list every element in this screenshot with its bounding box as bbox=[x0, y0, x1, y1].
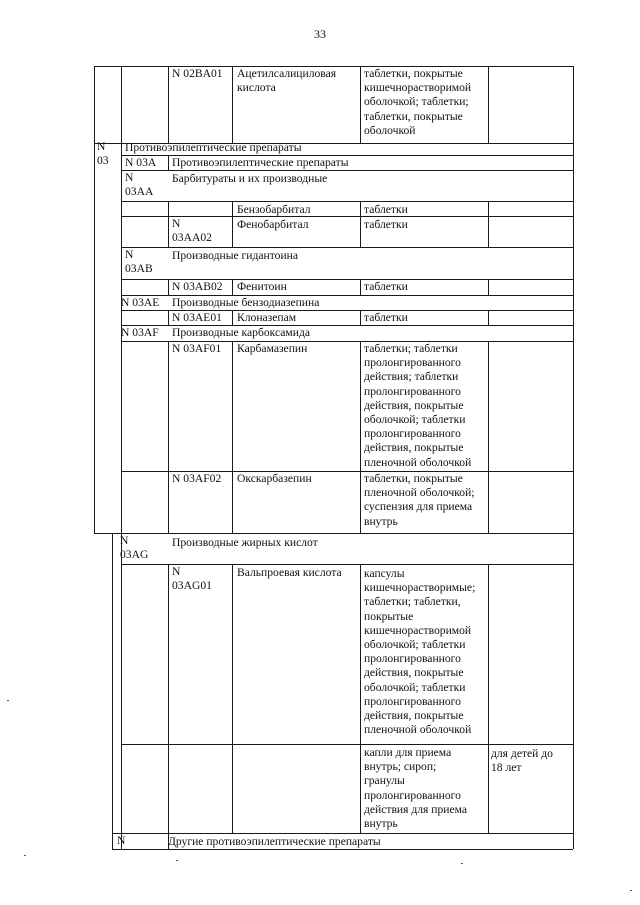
atc-code-line: N 02BA01 bbox=[172, 67, 223, 80]
column-rule bbox=[168, 310, 169, 325]
dosage-form bbox=[364, 67, 471, 138]
dosage-form-line: капли для приема bbox=[364, 746, 452, 759]
scan-speck bbox=[7, 700, 9, 701]
atc-code bbox=[172, 67, 223, 81]
column-rule bbox=[488, 564, 489, 833]
dosage-form-line: пленочной оболочкой bbox=[364, 723, 472, 737]
column-rule bbox=[232, 279, 233, 295]
atc-group-code bbox=[97, 140, 109, 168]
column-rule bbox=[168, 66, 169, 143]
atc-code bbox=[117, 834, 125, 848]
usage-note-line: 18 лет bbox=[491, 761, 522, 775]
atc-code-line: N 03AF bbox=[121, 326, 159, 339]
dosage-form-line: таблетки bbox=[364, 218, 408, 231]
column-rule bbox=[94, 66, 95, 533]
dosage-form-line: действия; таблетки bbox=[364, 370, 459, 384]
atc-code bbox=[125, 171, 153, 199]
drug-name bbox=[237, 67, 336, 95]
subgroup-title bbox=[172, 536, 318, 550]
column-rule bbox=[168, 155, 169, 170]
drug-name-line: Вальпроевая кислота bbox=[237, 566, 342, 579]
atc-code bbox=[172, 342, 221, 356]
dosage-form-line: пленочной оболочкой; bbox=[364, 486, 475, 500]
dosage-form-line: пролонгированного bbox=[364, 652, 461, 666]
dosage-form-line: гранулы bbox=[364, 774, 405, 788]
drug-name bbox=[237, 472, 312, 486]
drug-name-line: Карбамазепин bbox=[237, 342, 308, 355]
dosage-form-line: кишечнорастворимые; bbox=[364, 581, 476, 595]
dosage-form bbox=[364, 311, 408, 325]
row-rule bbox=[121, 201, 573, 202]
group-title-line: Противоэпилептические препараты bbox=[125, 141, 302, 154]
dosage-form-line: действия для приема bbox=[364, 802, 468, 816]
column-rule bbox=[232, 201, 233, 247]
atc-code-line: N bbox=[172, 565, 181, 578]
subgroup-title bbox=[172, 156, 349, 170]
atc-code-line: N bbox=[120, 534, 129, 547]
subgroup-title bbox=[172, 249, 298, 263]
atc-code-line: 03AA bbox=[125, 185, 154, 199]
column-rule bbox=[488, 310, 489, 325]
column-rule bbox=[360, 564, 361, 833]
dosage-form-line: капсулы bbox=[364, 567, 405, 580]
dosage-form-line: пленочной оболочкой bbox=[364, 455, 472, 469]
drug-name bbox=[237, 280, 287, 294]
subgroup-title-line: Производные бензодиазепина bbox=[172, 296, 320, 309]
column-rule bbox=[168, 201, 169, 247]
atc-code-line: 03AG bbox=[120, 548, 149, 562]
atc-code bbox=[172, 311, 222, 325]
dosage-form-line: таблетки bbox=[364, 311, 408, 324]
dosage-form bbox=[364, 203, 408, 217]
column-rule bbox=[360, 66, 361, 143]
scan-speck bbox=[24, 855, 26, 856]
dosage-form-line: действия, покрытые bbox=[364, 398, 464, 412]
drug-name-line: Клоназепам bbox=[237, 311, 297, 324]
column-rule bbox=[121, 66, 122, 849]
atc-code bbox=[172, 280, 223, 294]
atc-code-line: N 03AE01 bbox=[172, 311, 222, 324]
column-rule bbox=[168, 279, 169, 295]
dosage-form-line: оболочкой; таблетки bbox=[364, 680, 466, 694]
column-rule bbox=[573, 66, 574, 849]
dosage-form-line: суспензия для приема bbox=[364, 500, 473, 514]
drug-name bbox=[237, 203, 311, 217]
column-rule bbox=[232, 564, 233, 833]
dosage-form bbox=[364, 472, 475, 529]
dosage-form-line: внутрь; сироп; bbox=[364, 760, 437, 774]
dosage-form-line: пролонгированного bbox=[364, 356, 461, 370]
drug-name-line: Окскарбазепин bbox=[237, 472, 312, 485]
dosage-form bbox=[364, 280, 408, 294]
column-rule bbox=[168, 564, 169, 849]
column-rule bbox=[232, 66, 233, 143]
page-number: 33 bbox=[314, 27, 326, 41]
drug-name-line: Фенитоин bbox=[237, 280, 287, 293]
atc-code bbox=[172, 472, 221, 486]
row-rule bbox=[112, 833, 573, 834]
dosage-form-line: пролонгированного bbox=[364, 694, 461, 708]
drug-name bbox=[237, 311, 296, 325]
column-rule bbox=[360, 201, 361, 247]
usage-note bbox=[491, 747, 553, 775]
atc-code-line: N bbox=[172, 217, 181, 230]
atc-code bbox=[125, 156, 156, 170]
dosage-form bbox=[364, 342, 471, 470]
dosage-form-line: оболочкой; таблетки bbox=[364, 413, 466, 427]
atc-code bbox=[121, 326, 159, 340]
dosage-form-line: оболочкой; таблетки; bbox=[364, 95, 469, 109]
dosage-form-line: таблетки bbox=[364, 203, 408, 216]
dosage-form-line: пролонгированного bbox=[364, 384, 461, 398]
subgroup-title-line: Производные карбоксамида bbox=[172, 326, 311, 339]
drug-name bbox=[237, 218, 309, 232]
column-rule bbox=[360, 279, 361, 295]
dosage-form-line: пролонгированного bbox=[364, 788, 461, 802]
dosage-form-line: кишечнорастворимой bbox=[364, 623, 472, 637]
dosage-form-line: покрытые bbox=[364, 609, 414, 623]
scan-speck bbox=[176, 860, 178, 861]
drug-name-line: Ацетилсалициловая bbox=[237, 67, 337, 80]
subgroup-title bbox=[172, 326, 310, 340]
dosage-form-line: действия, покрытые bbox=[364, 441, 464, 455]
atc-code bbox=[120, 534, 148, 562]
dosage-form-line: кишечнорастворимой bbox=[364, 81, 472, 95]
subgroup-title-line: Противоэпилептические препараты bbox=[172, 156, 349, 169]
atc-code-line: 03AG01 bbox=[172, 579, 212, 593]
column-rule bbox=[488, 66, 489, 143]
dosage-form-line: таблетки; таблетки bbox=[364, 342, 458, 355]
drug-name-line: Фенобарбитал bbox=[237, 218, 309, 231]
dosage-form-line: оболочкой; таблетки bbox=[364, 638, 466, 652]
dosage-form-line: таблетки, покрытые bbox=[364, 67, 463, 80]
group-title bbox=[125, 141, 302, 155]
atc-code-line: N bbox=[117, 834, 126, 847]
dosage-form bbox=[364, 746, 467, 831]
subgroup-title bbox=[172, 296, 319, 310]
subgroup-title-line: Другие противоэпилептические препараты bbox=[168, 835, 381, 848]
dosage-form-line: таблетки, покрытые bbox=[364, 472, 463, 485]
atc-code-line: N 03A bbox=[125, 156, 157, 169]
column-rule bbox=[360, 310, 361, 325]
subgroup-title-line: Барбитураты и их производные bbox=[172, 172, 328, 185]
atc-code bbox=[125, 248, 153, 276]
column-rule bbox=[488, 341, 489, 533]
atc-code bbox=[172, 217, 212, 245]
subgroup-title bbox=[172, 172, 327, 186]
dosage-form-line: внутрь bbox=[364, 514, 398, 528]
drug-name-line: Бензобарбитал bbox=[237, 203, 311, 216]
dosage-form-line: таблетки; таблетки, bbox=[364, 595, 461, 609]
dosage-form-line: действия, покрытые bbox=[364, 709, 464, 723]
subgroup-title bbox=[168, 835, 381, 849]
dosage-form-line: действия, покрытые bbox=[364, 666, 464, 680]
atc-group-code-line: 03 bbox=[97, 154, 109, 168]
scan-speck bbox=[630, 890, 632, 891]
row-rule bbox=[94, 533, 573, 534]
column-rule bbox=[488, 201, 489, 247]
column-rule bbox=[360, 341, 361, 533]
dosage-form bbox=[364, 567, 475, 737]
usage-note-line: для детей до bbox=[491, 747, 553, 760]
atc-code bbox=[172, 565, 212, 593]
scan-speck bbox=[461, 863, 463, 864]
drug-name bbox=[237, 342, 307, 356]
column-rule bbox=[168, 341, 169, 533]
atc-code-line: N 03AF01 bbox=[172, 342, 222, 355]
dosage-form-line: таблетки bbox=[364, 280, 408, 293]
subgroup-title-line: Производные гидантоина bbox=[172, 249, 299, 262]
dosage-form bbox=[364, 218, 408, 232]
column-rule bbox=[232, 341, 233, 533]
atc-code-line: N 03AB02 bbox=[172, 280, 223, 293]
atc-group-code-line: N bbox=[97, 140, 106, 153]
atc-code bbox=[121, 296, 159, 310]
row-rule bbox=[121, 744, 573, 745]
atc-code-line: N bbox=[125, 171, 134, 184]
column-rule bbox=[232, 310, 233, 325]
drug-name-line: кислота bbox=[237, 81, 276, 95]
dosage-form-line: оболочкой bbox=[364, 123, 416, 137]
drug-name bbox=[237, 566, 342, 580]
atc-code-line: N 03AF02 bbox=[172, 472, 222, 485]
dosage-form-line: внутрь bbox=[364, 817, 398, 831]
atc-code-line: 03AA02 bbox=[172, 231, 212, 245]
subgroup-title-line: Производные жирных кислот bbox=[172, 536, 318, 549]
dosage-form-line: таблетки, покрытые bbox=[364, 109, 463, 123]
column-rule bbox=[112, 533, 113, 849]
row-rule bbox=[121, 247, 573, 248]
dosage-form-line: пролонгированного bbox=[364, 427, 461, 441]
column-rule bbox=[488, 279, 489, 295]
atc-code-line: N bbox=[125, 248, 134, 261]
atc-code-line: 03AB bbox=[125, 262, 153, 276]
atc-code-line: N 03AE bbox=[121, 296, 160, 309]
